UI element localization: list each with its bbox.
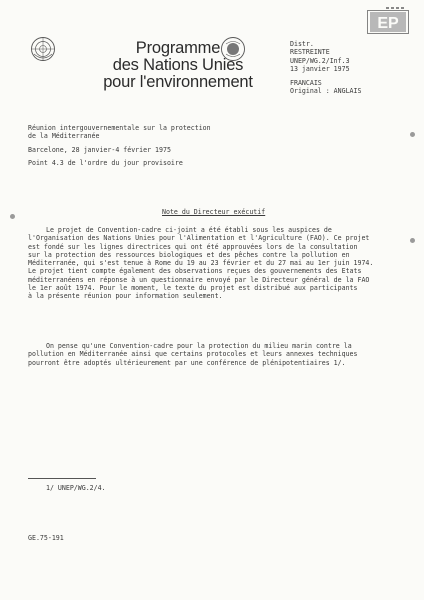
meeting-line: Point 4.3 de l'ordre du jour provisoire — [28, 158, 183, 167]
note-title: Note du Directeur exécutif — [162, 208, 266, 216]
meeting-line: de la Méditerranée — [28, 132, 100, 141]
paragraph-line: méditerranéens en réponse à un questionnaire envoyé par le Directeur général de la FAO — [28, 275, 370, 284]
ep-logo-icon — [367, 10, 409, 34]
meta-line: RESTREINTE — [290, 48, 330, 57]
organization-line: Programme — [135, 39, 221, 57]
organization-line: des Nations Unies — [112, 56, 244, 74]
paragraph-2 — [28, 342, 398, 367]
meeting-info — [28, 124, 368, 167]
paragraph-line: sur la protection des ressources biologiques et des pêches contre la pollution en — [28, 250, 350, 259]
paragraph-line: On pense qu'une Convention-cadre pour la protection du milieu marin contre la — [46, 342, 352, 350]
organization-line: pour l'environnement — [103, 73, 253, 91]
meta-line: Original : ANGLAIS — [290, 87, 362, 96]
punch-hole — [410, 238, 415, 243]
paragraph-line: le 1er août 1974. Pour le moment, le texte du projet est distribué aux participants — [28, 284, 358, 293]
paragraph-line: Le projet tient compte également des observations reçues des gouvernements des Etats — [28, 267, 362, 276]
footnote: 1/ UNEP/WG.2/4. — [46, 484, 106, 492]
ep-logo-text: EP — [377, 15, 399, 32]
organization-name — [78, 40, 278, 91]
punch-hole — [410, 132, 415, 137]
unep-emblem-icon — [220, 36, 246, 62]
document-code: GE.75-191 — [28, 534, 64, 542]
meta-line: Distr. — [290, 40, 314, 48]
paragraph-1 — [28, 226, 398, 301]
meeting-line: Réunion intergouvernementale sur la protection — [28, 124, 211, 132]
paragraph-line: est fondé sur les lignes directrices qui ont été approuvées lors de la consultation — [28, 242, 358, 251]
un-emblem-icon — [30, 36, 56, 62]
paragraph-line: l'Organisation des Nations Unies pour l'Alimentation et l'Agriculture (FAO). Ce projet — [28, 234, 370, 243]
paragraph-line: à la présente réunion pour information seulement. — [28, 292, 223, 301]
distribution-info — [290, 40, 361, 96]
paragraph-line: pourront être adoptés ultérieurement par une conférence de plénipotentiaires 1/. — [28, 358, 346, 367]
footnote-divider — [28, 478, 96, 479]
paragraph-line: Méditerranée, qui s'est tenue à Rome du 19 au 23 février et du 27 mai au 1er juin 1974. — [28, 259, 374, 268]
paragraph-line: Le projet de Convention-cadre ci-joint a été établi sous les auspices de — [46, 226, 332, 234]
meeting-line: Barcelone, 28 janvier-4 février 1975 — [28, 145, 171, 154]
paragraph-line: pollution en Méditerranée ainsi que certains protocoles et leurs annexes techniques — [28, 350, 358, 359]
meta-line: 13 janvier 1975 — [290, 64, 350, 73]
punch-hole — [10, 214, 15, 219]
meta-line: UNEP/WG.2/Inf.3 — [290, 56, 350, 65]
meta-line: FRANCAIS — [290, 79, 322, 88]
